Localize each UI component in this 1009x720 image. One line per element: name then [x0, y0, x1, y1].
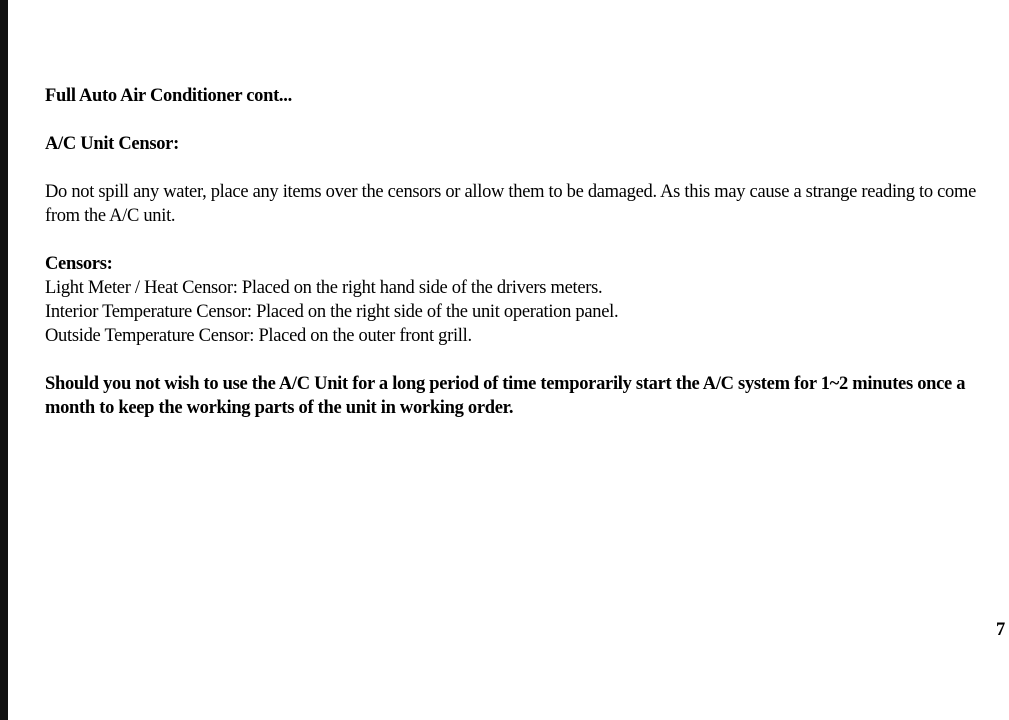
- spacer: [45, 228, 985, 252]
- unit-censor-text: Do not spill any water, place any items over the censors or allow them to be damaged. As this may cause a strange reading to come from the A/C unit.: [45, 182, 977, 226]
- left-border: [0, 0, 8, 720]
- page-number: 7: [996, 620, 1006, 640]
- censor-item-light-heat: Light Meter / Heat Censor: Placed on the right hand side of the drivers meters.: [45, 278, 603, 298]
- document-body: [45, 84, 985, 420]
- warning-note: Should you not wish to use the A/C Unit for a long period of time temporarily start the A/C system for 1~2 minutes once a month to keep the working parts of the unit in working order.: [45, 374, 966, 418]
- page-title: Full Auto Air Conditioner cont...: [45, 86, 292, 106]
- censor-item-interior: Interior Temperature Censor: Placed on the right side of the unit operation panel.: [45, 302, 619, 322]
- censors-heading: Censors:: [45, 254, 113, 274]
- censor-item-outside: Outside Temperature Censor: Placed on the outer front grill.: [45, 326, 472, 346]
- unit-censor-heading: A/C Unit Censor:: [45, 134, 179, 154]
- spacer: [45, 348, 985, 372]
- spacer: [45, 156, 985, 180]
